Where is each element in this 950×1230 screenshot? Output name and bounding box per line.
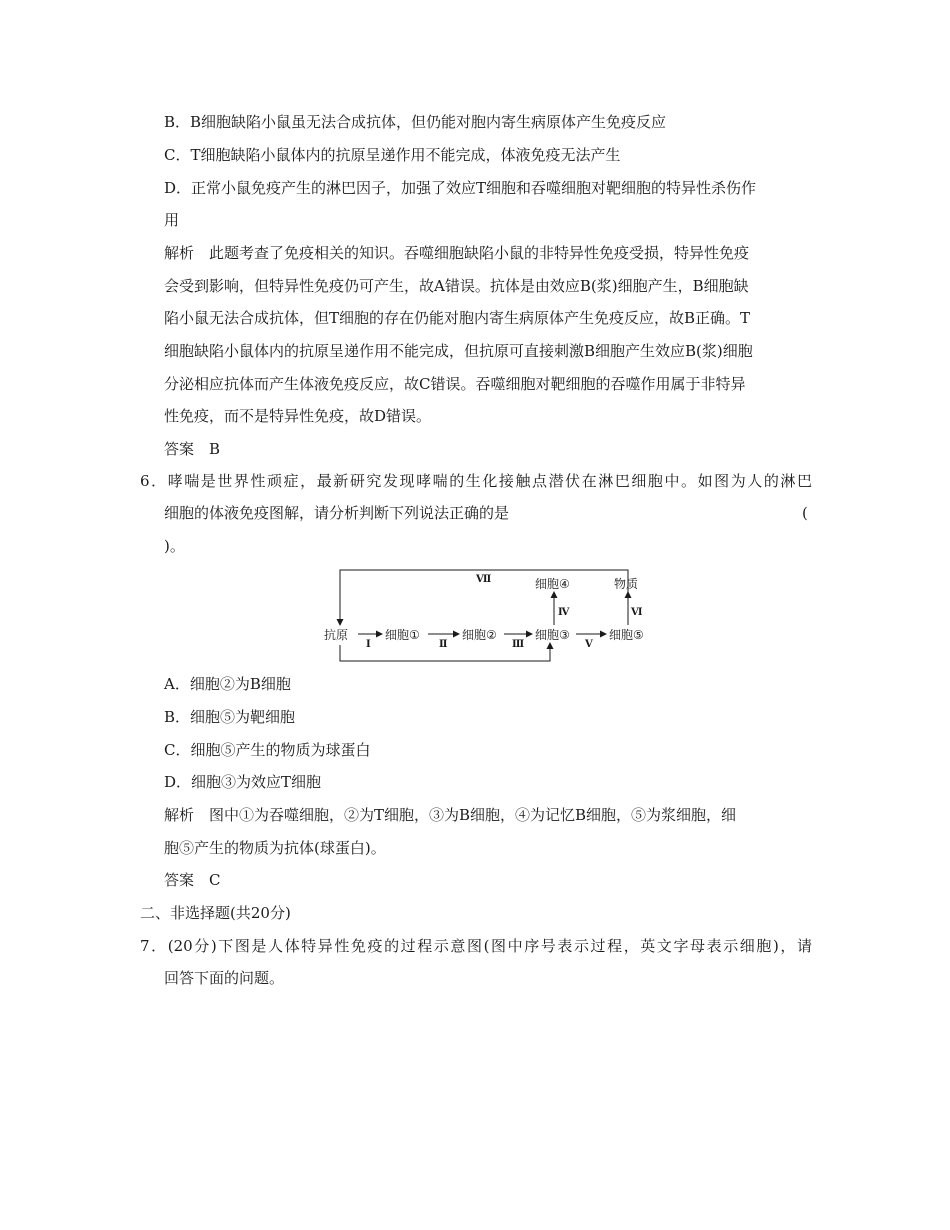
q6-analysis-line1: 解析 图中①为吞噬细胞，②为T细胞，③为B细胞，④为记忆B细胞，⑤为浆细胞，细	[164, 806, 737, 824]
q5-analysis-line5: 分泌相应抗体而产生体液免疫反应，故C错误。吞噬细胞对靶细胞的吞噬作用属于非特异	[164, 375, 746, 393]
node-cell3: 细胞③	[535, 628, 570, 642]
node-antigen: 抗原	[324, 628, 349, 642]
q5-answer: 答案 B	[164, 440, 221, 458]
q5-analysis-line3: 陷小鼠无法合成抗体，但T细胞的存在仍能对胞内寄生病原体产生免疫反应，故B正确。T	[164, 309, 751, 327]
q6-analysis-line2: 胞⑤产生的物质为抗体(球蛋白)。	[164, 839, 386, 857]
node-cell2: 细胞②	[462, 628, 497, 642]
q5-option-d-line1: D．正常小鼠免疫产生的淋巴因子，加强了效应T细胞和吞噬细胞对靶细胞的特异性杀伤作	[164, 179, 757, 197]
q6-answer-bracket-close: )。	[164, 537, 185, 555]
q5-analysis-line2: 会受到影响，但特异性免疫仍可产生，故A错误。抗体是由效应B(浆)细胞产生，B细胞缺	[164, 277, 749, 295]
label-v: Ⅴ	[585, 639, 593, 650]
node-cell1: 细胞①	[385, 628, 420, 642]
q7-stem-line2: 回答下面的问题。	[164, 969, 285, 987]
label-i: Ⅰ	[366, 639, 371, 650]
label-iv: Ⅳ	[558, 607, 570, 618]
q7-stem-line1: 7．(20分)下图是人体特异性免疫的过程示意图(图中序号表示过程，英文字母表示细胞)，请	[140, 937, 812, 955]
q6-stem-line1: 6．哮喘是世界性顽症，最新研究发现哮喘的生化接触点潜伏在淋巴细胞中。如图为人的淋巴	[140, 472, 812, 490]
q6-stem-line2: 细胞的体液免疫图解，请分析判断下列说法正确的是	[164, 504, 510, 522]
q6-option-d: D．细胞③为效应T细胞	[164, 773, 322, 791]
q5-option-d-line2: 用	[164, 211, 180, 229]
q6-option-a: A．细胞②为B细胞	[164, 675, 291, 693]
humoral-immunity-diagram	[318, 565, 658, 665]
q6-answer: 答案 C	[164, 871, 221, 889]
node-substance: 物质	[614, 577, 639, 591]
node-cell4: 细胞④	[535, 577, 570, 591]
section-heading: 二、非选择题(共20分)	[140, 904, 291, 922]
q5-analysis-line1: 解析 此题考查了免疫相关的知识。吞噬细胞缺陷小鼠的非特异性免疫受损，特异性免疫	[164, 244, 750, 262]
q5-analysis-line6: 性免疫，而不是特异性免疫，故D错误。	[164, 407, 432, 425]
label-ii: Ⅱ	[439, 639, 448, 650]
label-iii: Ⅲ	[512, 639, 525, 650]
node-cell5: 细胞⑤	[609, 628, 644, 642]
label-vii: Ⅶ	[476, 574, 492, 585]
q6-option-c: C．细胞⑤产生的物质为球蛋白	[164, 741, 371, 759]
q5-option-b: B．B细胞缺陷小鼠虽无法合成抗体，但仍能对胞内寄生病原体产生免疫反应	[164, 113, 667, 131]
q5-option-c: C．T细胞缺陷小鼠体内的抗原呈递作用不能完成，体液免疫无法产生	[164, 146, 621, 164]
label-vi: Ⅵ	[631, 607, 643, 618]
q6-option-b: B．细胞⑤为靶细胞	[164, 708, 296, 726]
q6-answer-bracket-open: (	[802, 504, 808, 522]
q5-analysis-line4: 细胞缺陷小鼠体内的抗原呈递作用不能完成，但抗原可直接刺激B细胞产生效应B(浆)细胞	[164, 342, 753, 360]
